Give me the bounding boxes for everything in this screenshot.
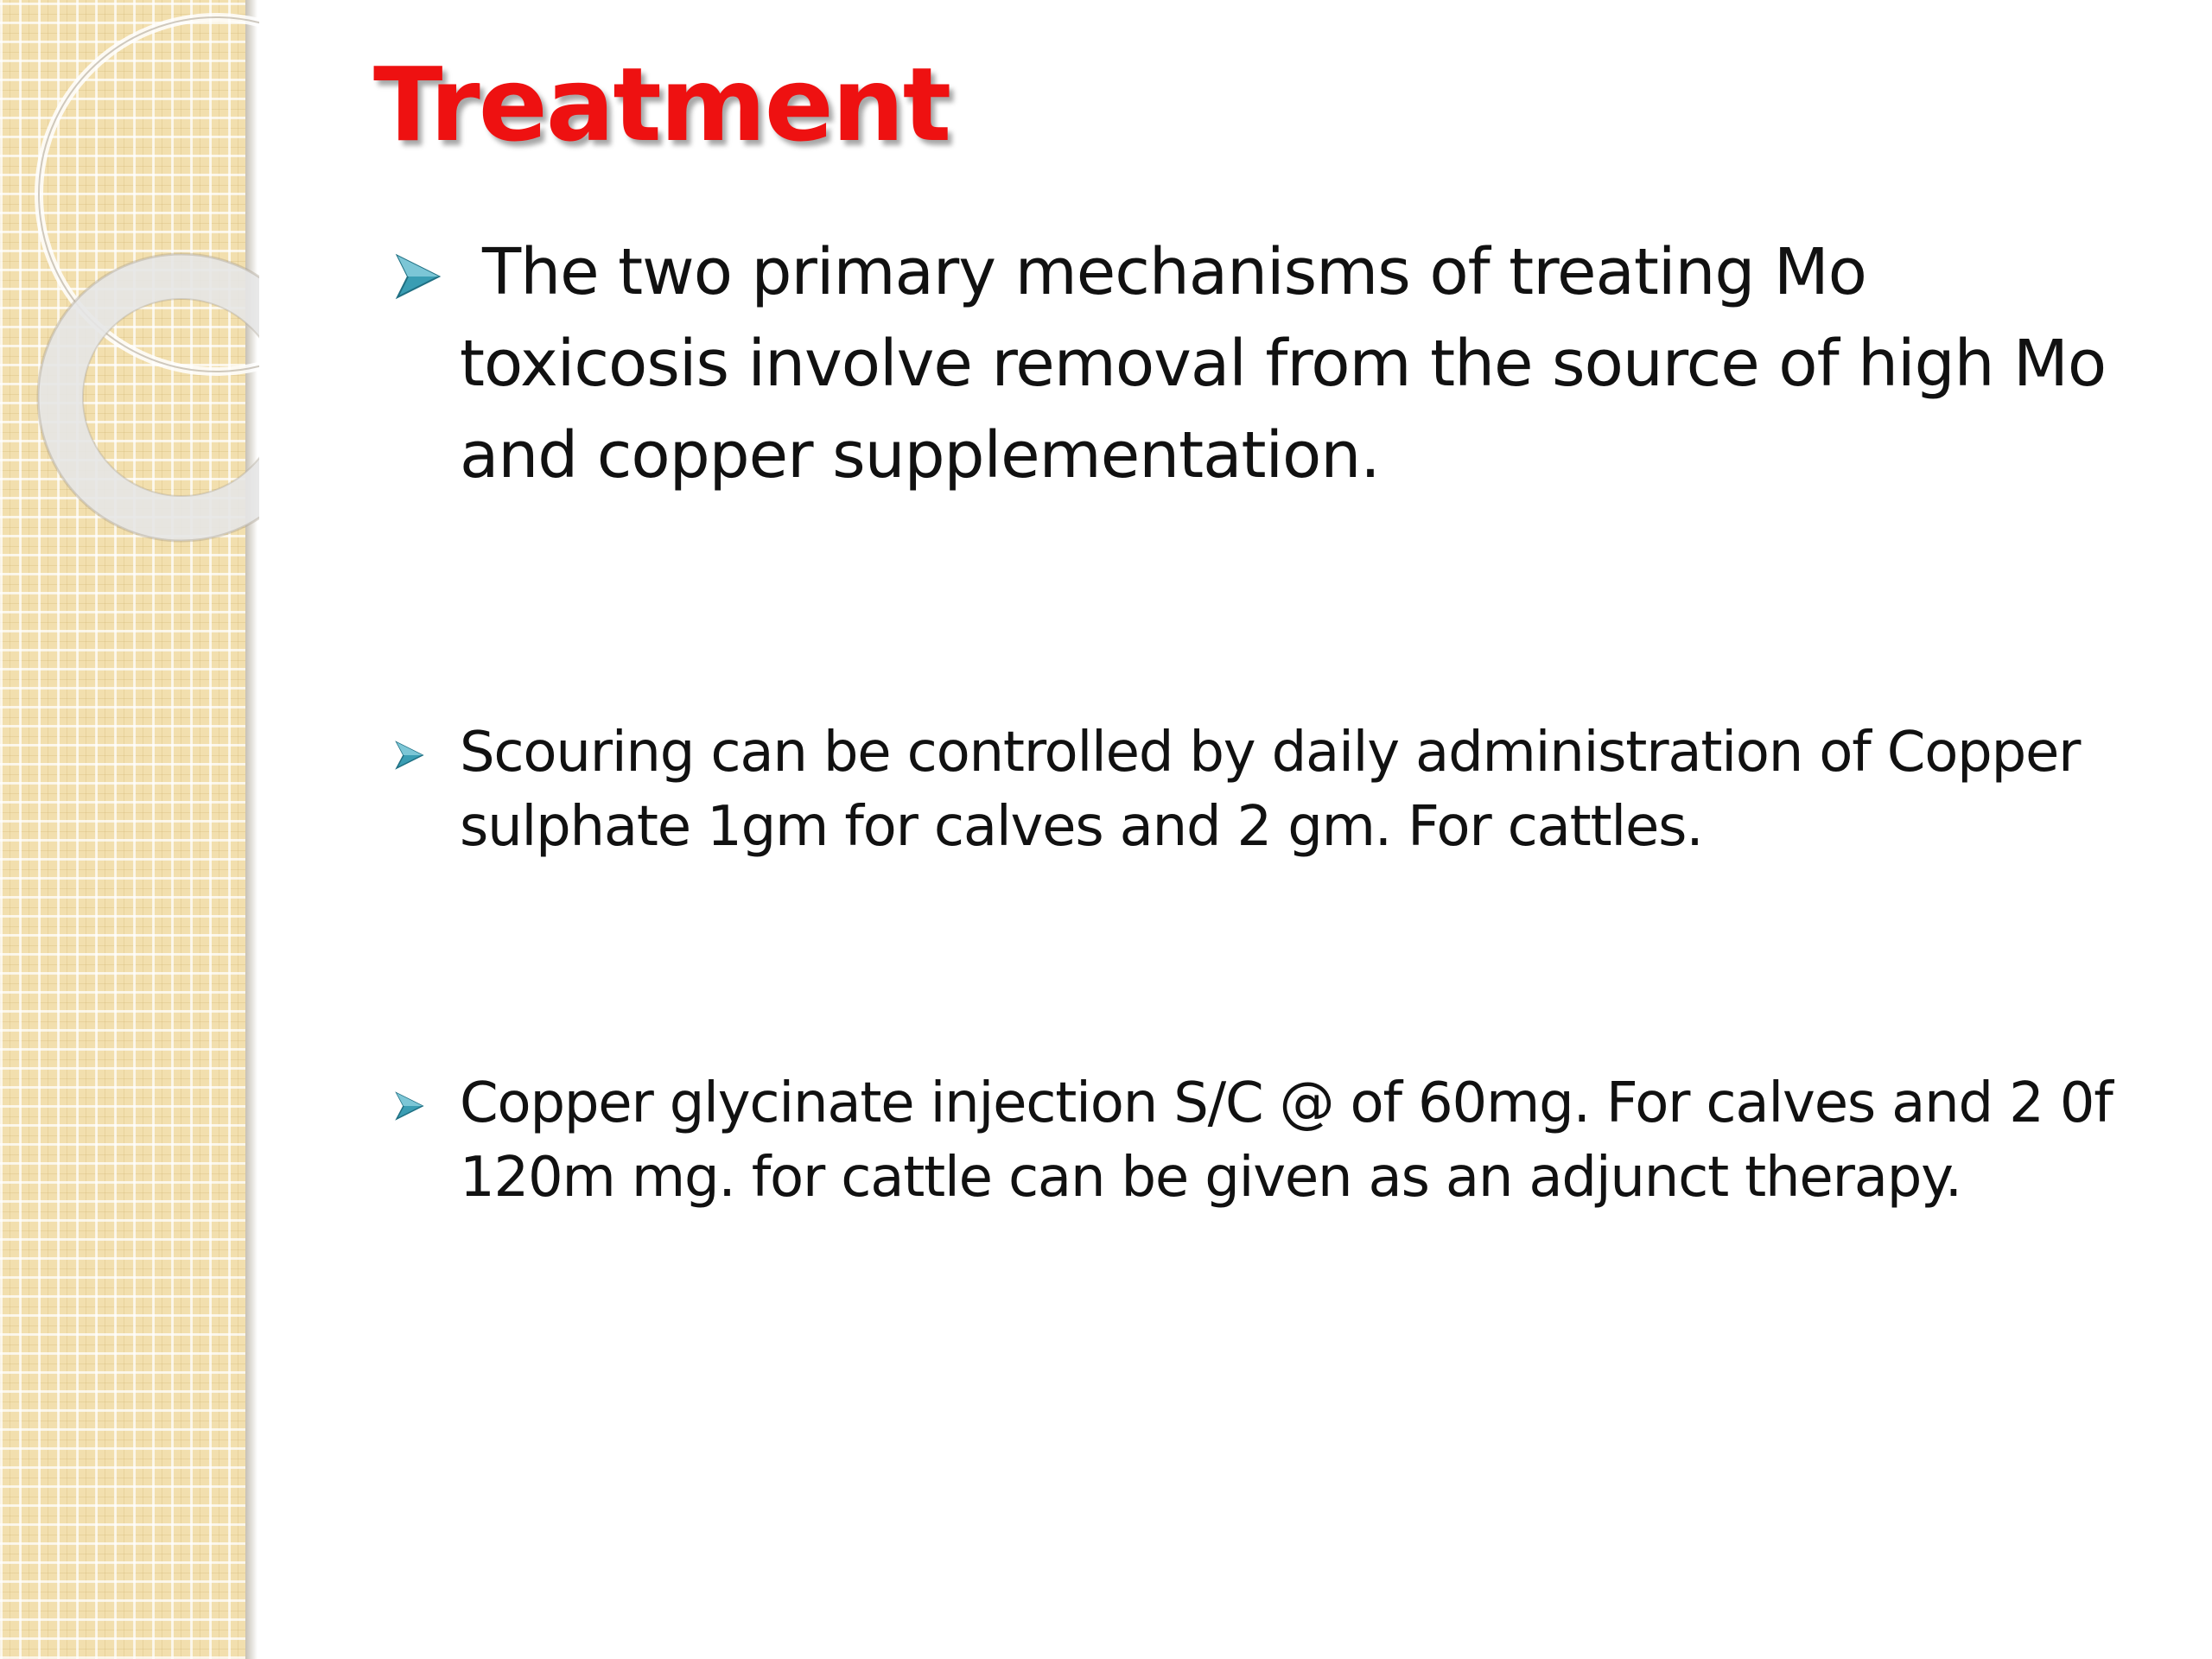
- decorative-rings: [0, 0, 259, 553]
- arrowhead-bullet-icon: [394, 252, 442, 301]
- bullet-text-1: The two primary mechanisms of treating Mo toxicosis involve removal from the source of high Mo and copper supplementation.: [460, 235, 2107, 493]
- bullet-item-3: [460, 1066, 2188, 1215]
- slide-title: Treatment: [373, 45, 950, 164]
- bullet-item-1: [460, 226, 2153, 501]
- bullet-text-3: Copper glycinate injection S/C @ of 60mg. For calves and 2 0f 120m mg. for cattle can be given as an adjunct therapy.: [460, 1071, 2113, 1210]
- bullet-item-2: [460, 715, 2153, 864]
- bullet-text-2: Scouring can be controlled by daily administration of Copper sulphate 1gm for calves and 2 gm. For cattles.: [460, 721, 2081, 859]
- arrowhead-bullet-icon: [394, 1090, 425, 1122]
- arrowhead-bullet-icon: [394, 740, 425, 771]
